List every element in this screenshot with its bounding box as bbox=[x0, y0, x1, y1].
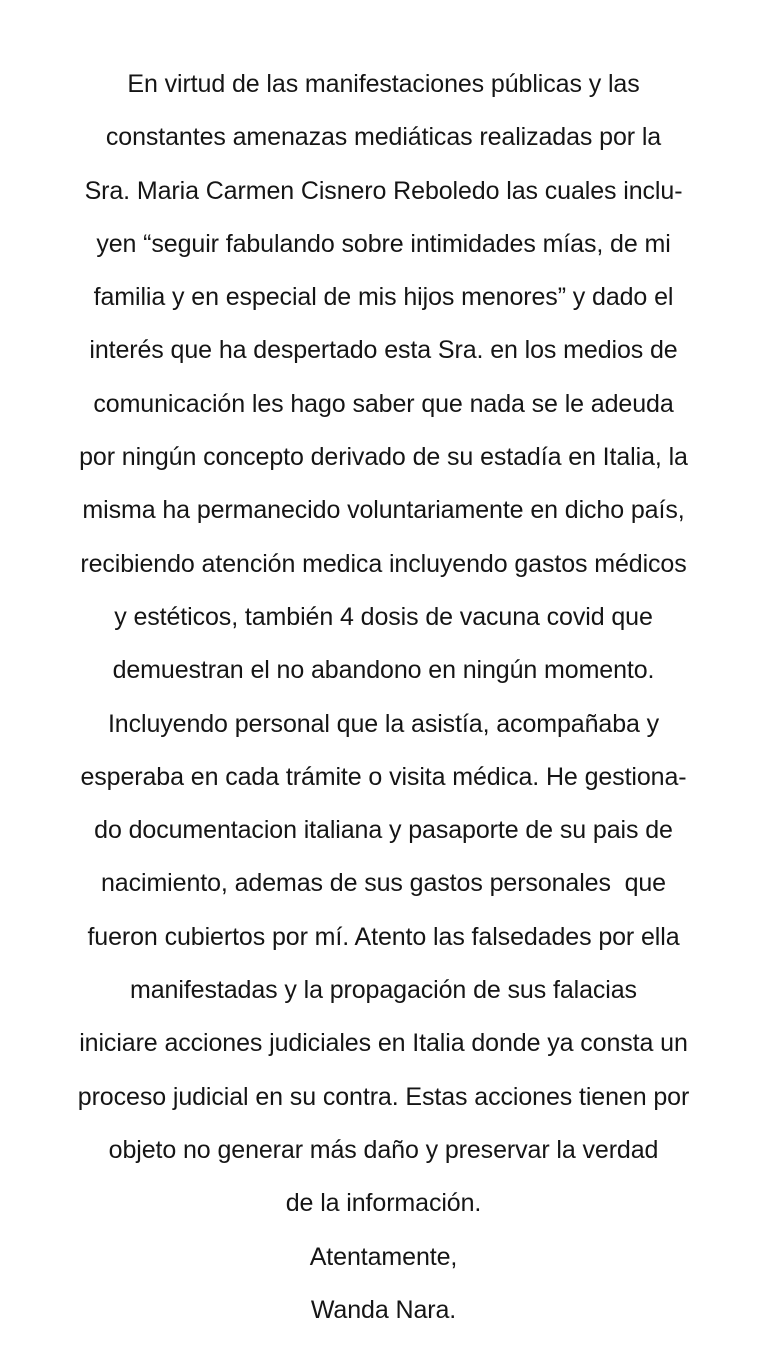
statement-line: nacimiento, ademas de sus gastos personales que bbox=[101, 869, 666, 898]
statement-line: Sra. Maria Carmen Cisnero Reboledo las cuales inclu- bbox=[84, 176, 683, 205]
statement-line: demuestran el no abandono en ningún momento. bbox=[112, 656, 655, 685]
statement-line: En virtud de las manifestaciones públicas y las bbox=[127, 70, 640, 98]
statement-line: esperaba en cada trámite o visita médica. He gestiona- bbox=[80, 762, 687, 791]
signature-name: Wanda Nara. bbox=[310, 1295, 457, 1324]
statement-line: constantes amenazas mediáticas realizadas por la bbox=[105, 123, 662, 152]
statement-line: objeto no generar más daño y preservar la verdad bbox=[108, 1135, 659, 1164]
statement-body bbox=[0, 58, 767, 1231]
statement-line: familia y en especial de mis hijos menores” y dado el bbox=[93, 283, 674, 312]
statement-line: interés que ha despertado esta Sra. en los medios de bbox=[89, 336, 678, 365]
statement-line: misma ha permanecido voluntariamente en dicho país, bbox=[82, 496, 685, 525]
closing-text: Atentamente, bbox=[309, 1242, 458, 1271]
statement-line: iniciare acciones judiciales en Italia donde ya consta un bbox=[79, 1029, 688, 1058]
statement-line: y estéticos, también 4 dosis de vacuna covid que bbox=[114, 602, 653, 631]
statement-line: comunicación les hago saber que nada se le adeuda bbox=[93, 389, 674, 418]
statement-line: por ningún concepto derivado de su estadía en Italia, la bbox=[79, 443, 688, 472]
statement-line: recibiendo atención medica incluyendo gastos médicos bbox=[80, 549, 687, 578]
statement-line: fueron cubiertos por mí. Atento las falsedades por ella bbox=[87, 922, 680, 951]
statement-line: do documentacion italiana y pasaporte de su pais de bbox=[94, 816, 673, 845]
statement-line: de la información. bbox=[285, 1189, 482, 1218]
statement-line: Incluyendo personal que la asistía, acompañaba y bbox=[107, 709, 660, 738]
statement-line: proceso judicial en su contra. Estas acciones tienen por bbox=[77, 1082, 690, 1111]
statement-line: yen “seguir fabulando sobre intimidades mías, de mi bbox=[96, 229, 671, 258]
statement-line: manifestadas y la propagación de sus falacias bbox=[130, 976, 637, 1005]
